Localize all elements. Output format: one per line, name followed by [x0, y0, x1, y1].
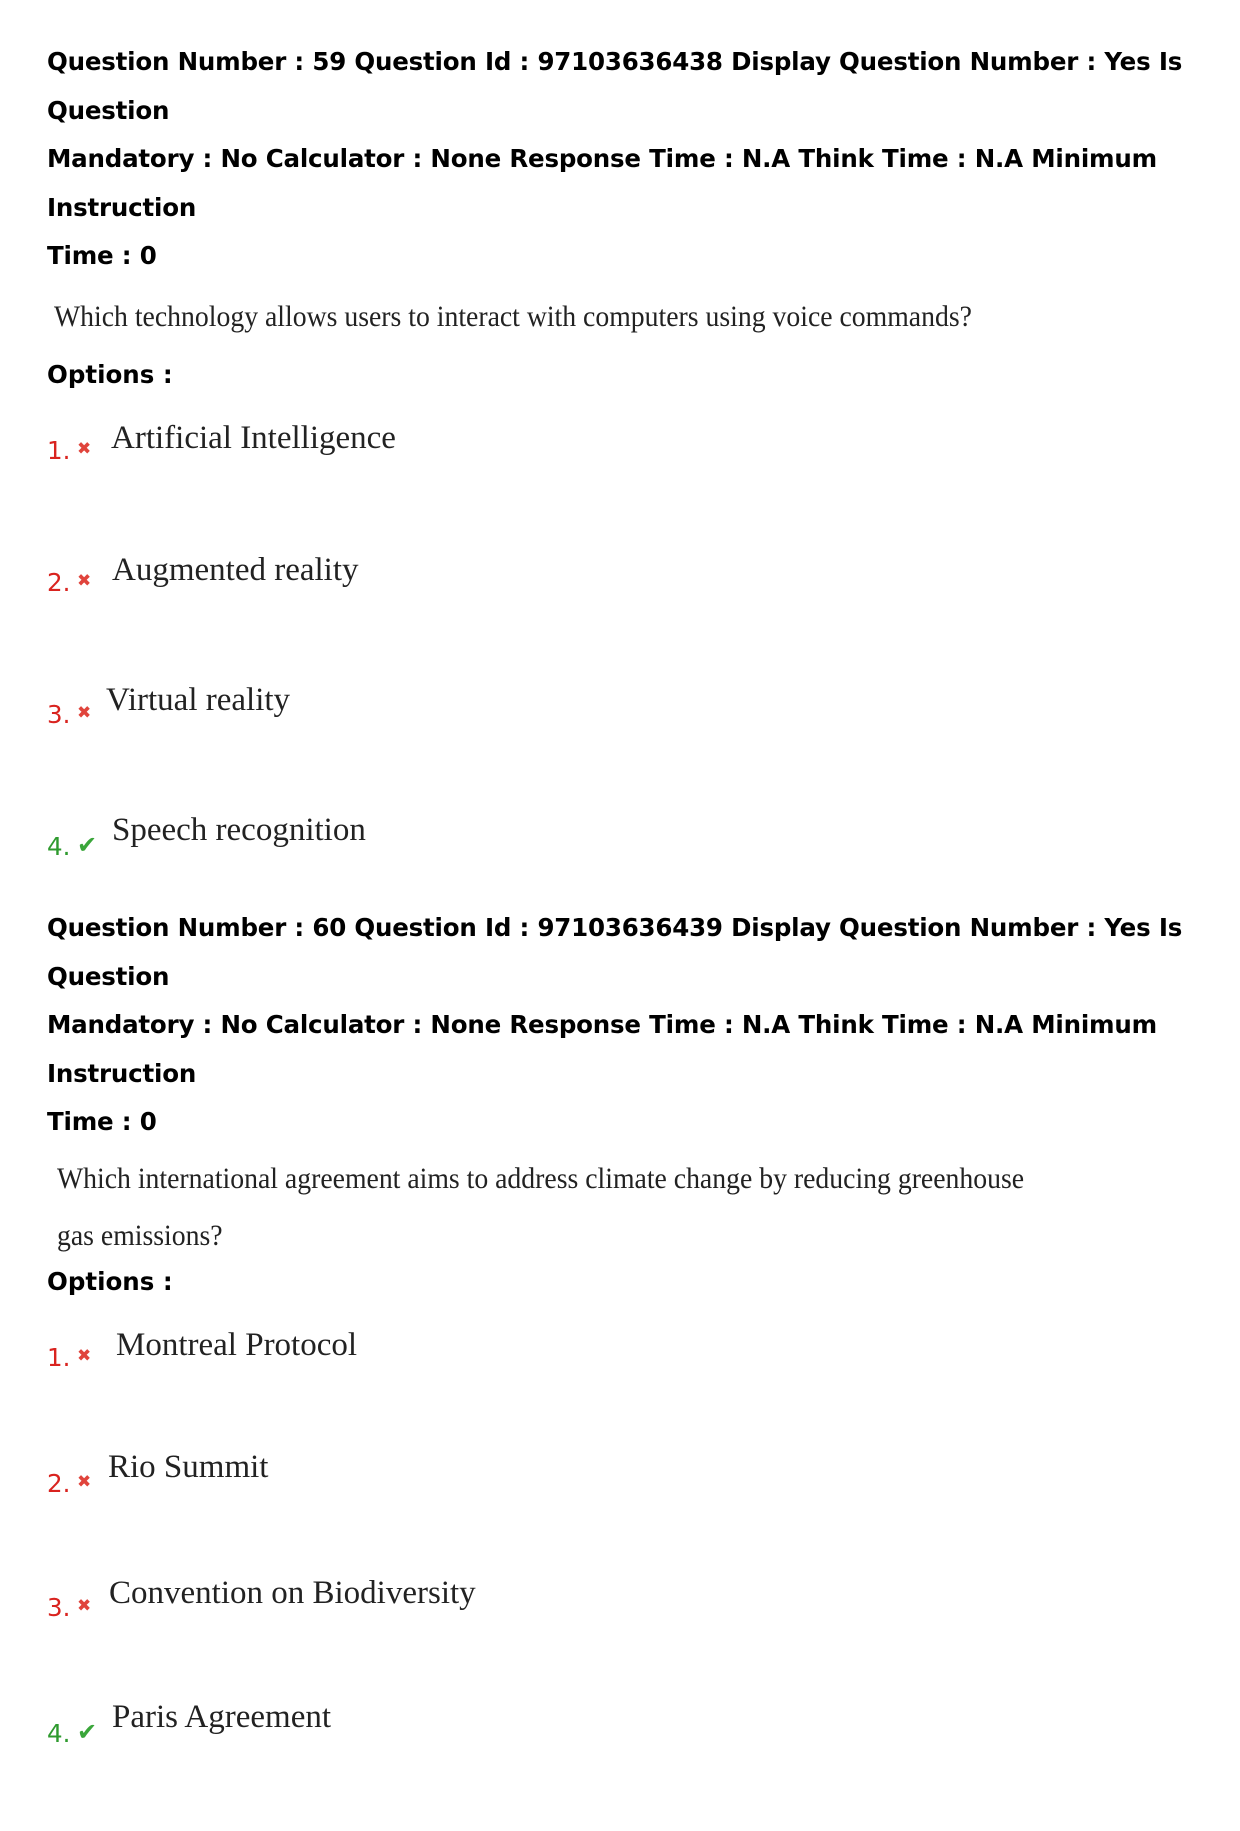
option-text: Paris Agreement [112, 1698, 332, 1735]
cross-icon: ✖ [77, 1471, 92, 1492]
question-block-60 [47, 904, 1207, 1831]
question-text: gas emissions? [57, 1219, 223, 1252]
option-2 [47, 1448, 1207, 1579]
option-2 [47, 551, 1207, 686]
question-meta-line: Question Number : 60 Question Id : 97103636439 Display Question Number : Yes Is Question [47, 913, 1183, 991]
option-text: Montreal Protocol [116, 1326, 358, 1363]
question-block-59 [47, 38, 1207, 950]
options-label: Options : [47, 359, 173, 389]
cross-icon: ✖ [77, 570, 92, 591]
question-text: Which international agreement aims to address climate change by reducing greenhouse [57, 1162, 1025, 1195]
option-3 [47, 681, 1207, 818]
option-number: 2. [47, 567, 71, 597]
cross-icon: ✖ [77, 1345, 92, 1366]
option-1 [47, 419, 1207, 554]
options-label: Options : [47, 1266, 173, 1296]
option-text: Speech recognition [112, 811, 366, 848]
option-number: 4. [47, 1718, 71, 1748]
option-text: Rio Summit [108, 1448, 269, 1485]
checkmark-icon: ✔ [77, 830, 98, 859]
option-text: Augmented reality [112, 551, 359, 588]
cross-icon: ✖ [77, 702, 92, 723]
option-number: 3. [47, 699, 71, 729]
option-number: 1. [47, 1342, 71, 1372]
question-meta-line: Mandatory : No Calculator : None Response Time : N.A Think Time : N.A Minimum Instruction [47, 144, 1157, 222]
question-meta-line: Time : 0 [47, 241, 157, 270]
checkmark-icon: ✔ [77, 1717, 98, 1746]
option-3 [47, 1574, 1207, 1705]
option-text: Convention on Biodiversity [109, 1574, 476, 1611]
option-number: 1. [47, 435, 71, 465]
option-number: 2. [47, 1468, 71, 1498]
option-number: 4. [47, 831, 71, 861]
cross-icon: ✖ [77, 1595, 92, 1616]
option-text: Virtual reality [106, 681, 291, 718]
option-1 [47, 1327, 1207, 1453]
option-number: 3. [47, 1592, 71, 1622]
cross-icon: ✖ [77, 438, 92, 459]
question-text: Which technology allows users to interact with computers using voice commands? [54, 300, 972, 333]
option-4 [47, 1698, 1207, 1831]
question-meta-line: Mandatory : No Calculator : None Response Time : N.A Think Time : N.A Minimum Instruction [47, 1010, 1157, 1088]
option-text: Artificial Intelligence [111, 419, 396, 456]
question-meta-line: Time : 0 [47, 1107, 157, 1136]
question-meta-line: Question Number : 59 Question Id : 97103636438 Display Question Number : Yes Is Question [47, 47, 1183, 125]
